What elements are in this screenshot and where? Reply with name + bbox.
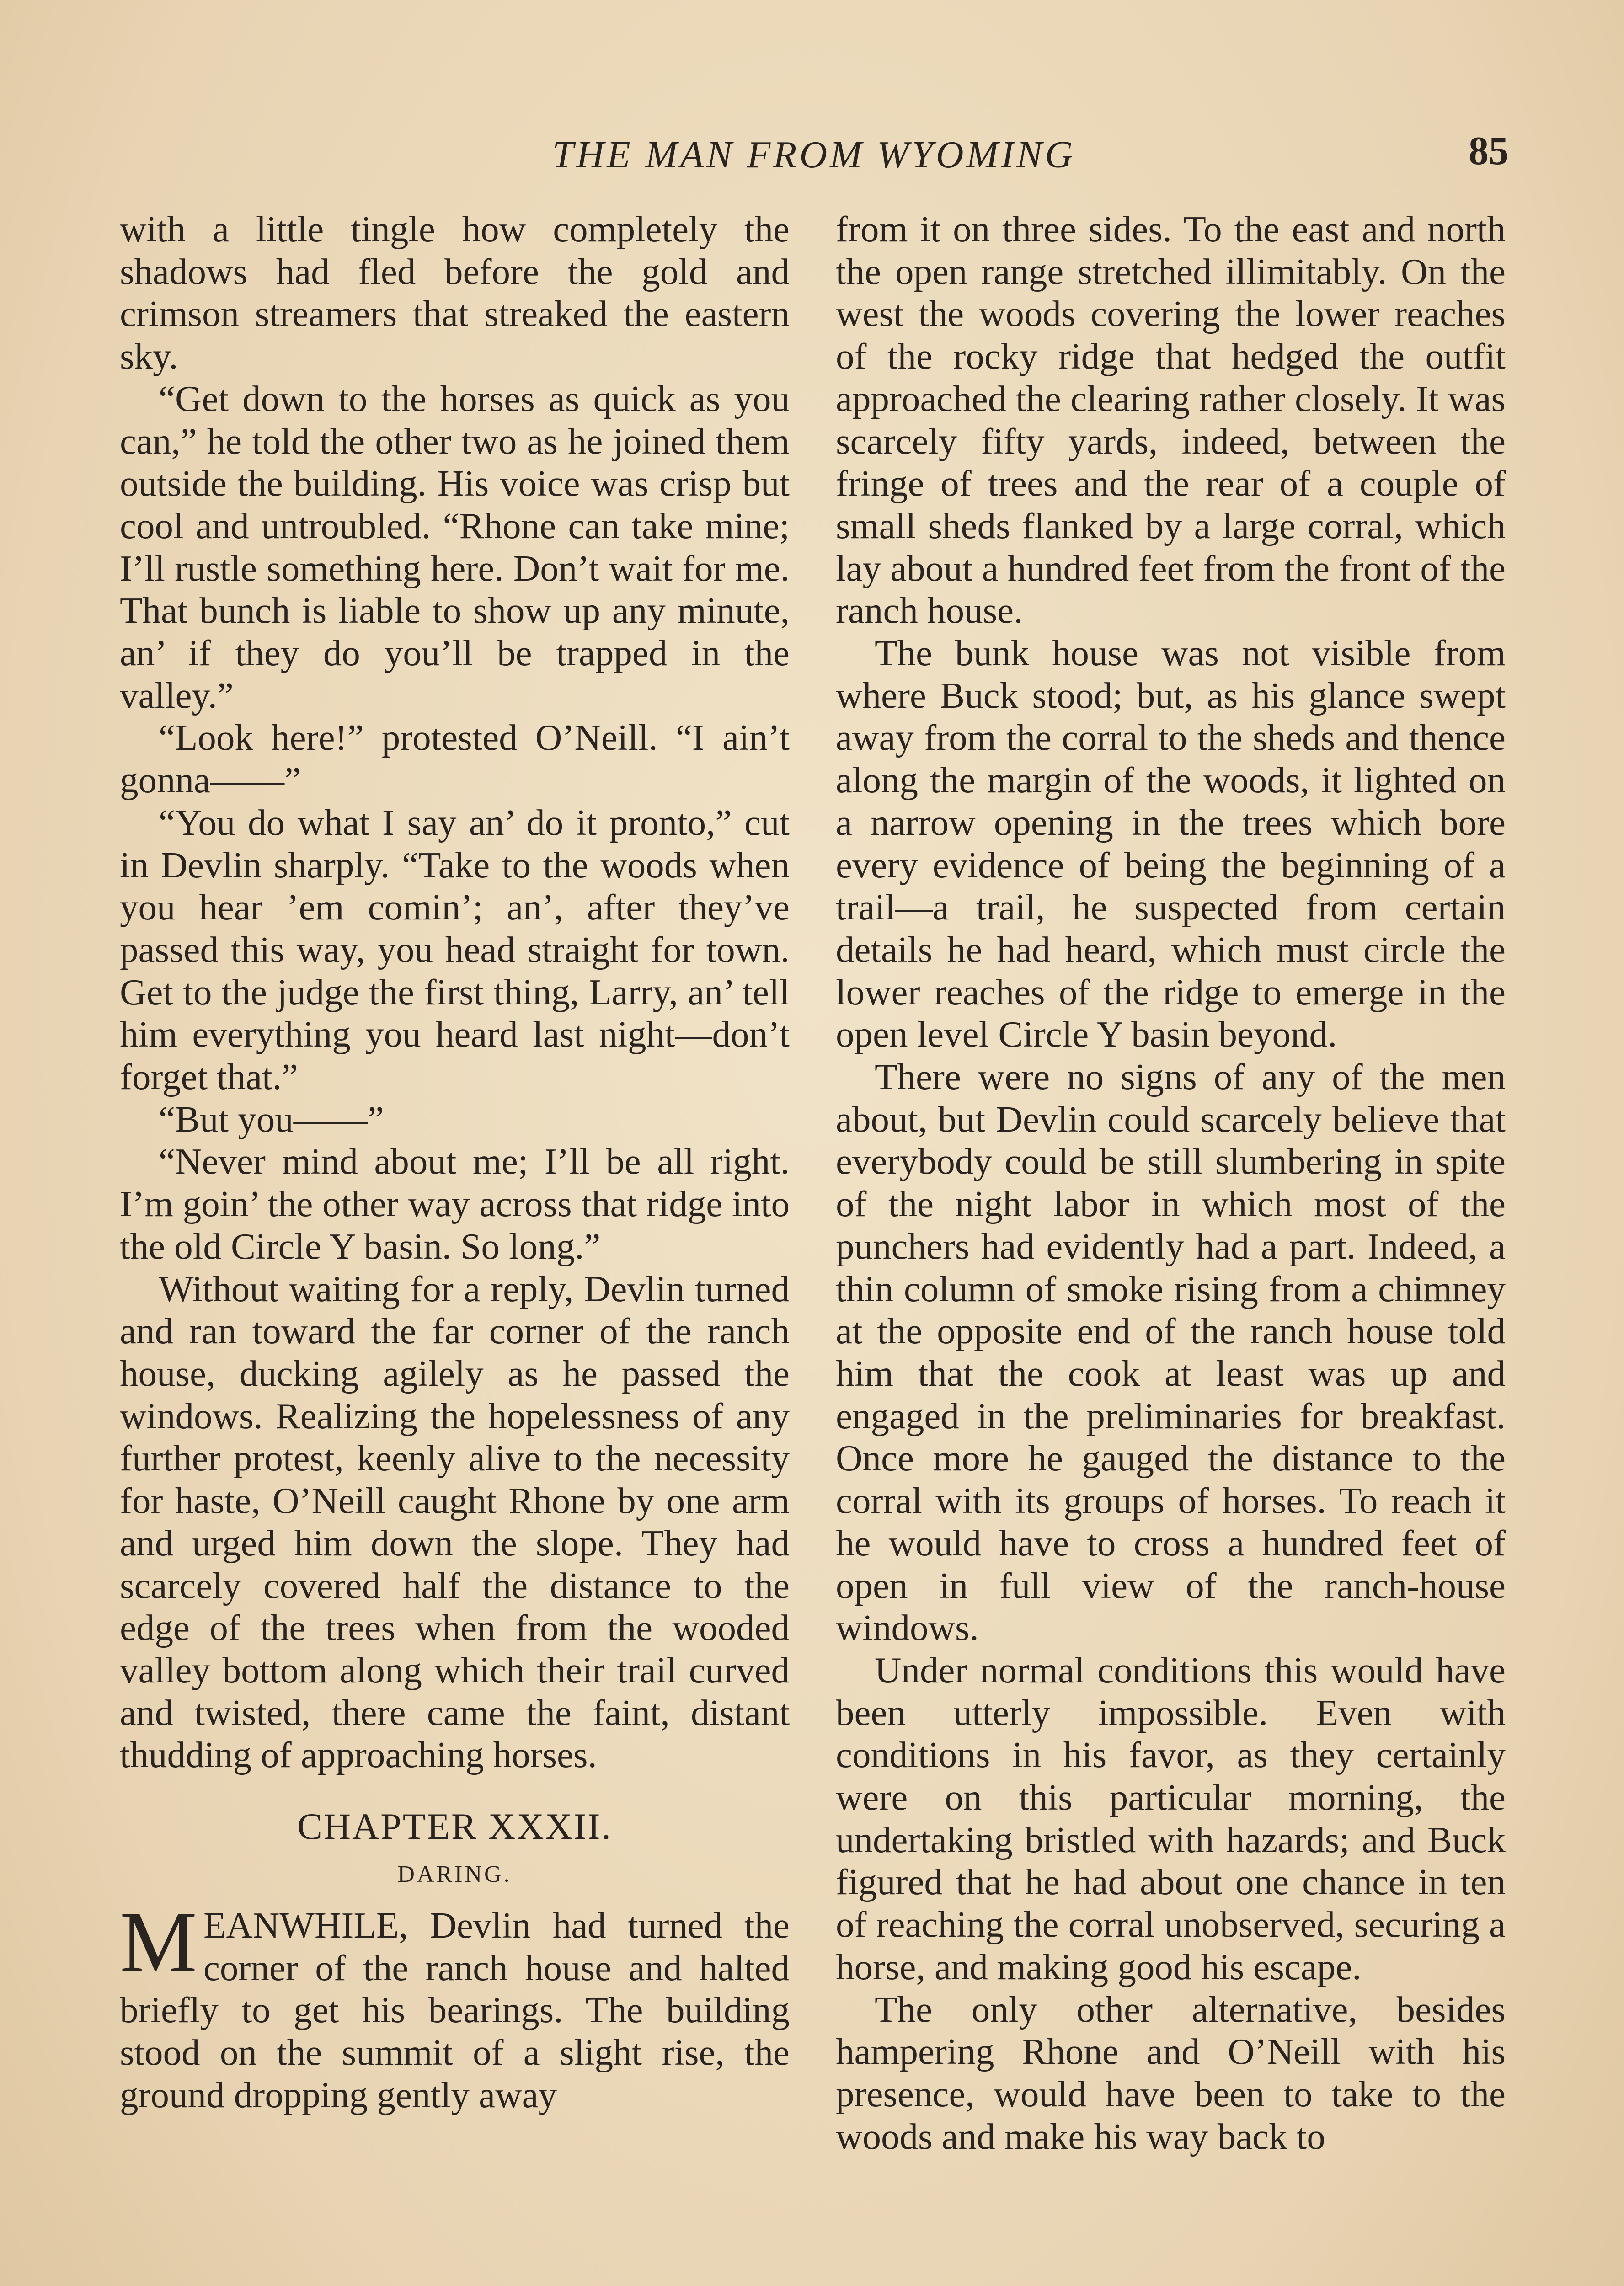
paragraph: with a little tingle how completely the shadows had fled before the gold and crimson streamers that streaked the eastern sky.	[120, 208, 790, 377]
paragraph: “Look here!” protested O’Neill. “I ain’t gonna——”	[120, 717, 790, 801]
chapter-heading: CHAPTER XXXII.	[297, 1805, 612, 1848]
page-number: 85	[1469, 129, 1509, 173]
paragraph: The only other alternative, besides hampering Rhone and O’Neill with his presence, would have been to take to the woods and make his way back to	[836, 1988, 1506, 2157]
paragraph: “Never mind about me; I’ll be all right. I’m goin’ the other way across that ridge into the old Circle Y basin. So long.”	[120, 1141, 790, 1267]
left-column	[120, 208, 790, 2116]
chapter-first-paragraph-text: EANWHILE, Devlin had turned the corner of the ranch house and halted briefly to get his bearings. The building stood on the summit of a slight rise, the ground dropping gently away	[120, 1905, 790, 2115]
paragraph: “But you——”	[159, 1098, 384, 1140]
running-title: THE MAN FROM WYOMING	[552, 134, 1076, 176]
paragraph: “You do what I say an’ do it pronto,” cut in Devlin sharply. “Take to the woods when you hear ’em comin’; an’, after they’ve passed this way, you head straight for town. Get to the judge the first thing, Larry, an’ tell him everything you heard last night—don’t forget that.”	[120, 801, 790, 1098]
chapter-subtitle: DARING.	[397, 1861, 512, 1888]
page-header	[119, 128, 1509, 187]
drop-cap: M	[120, 1894, 197, 1991]
chapter-first-paragraph	[120, 1894, 790, 2116]
paragraph: The bunk house was not visible from where Buck stood; but, as his glance swept away from the corral to the sheds and thence along the margin of the woods, it lighted on a narrow opening in the trees which bore every evidence of being the beginning of a trail—a trail, he suspected from certain details he had heard, which must circle the lower reaches of the ridge to emerge in the open level Circle Y basin beyond.	[836, 632, 1506, 1055]
paragraph: from it on three sides. To the east and north the open range stretched illimitably. On the west the woods covering the lower reaches of the rocky ridge that hedged the outfit approached the clearing rather closely. It was scarcely fifty yards, indeed, between the fringe of trees and the rear of a couple of small sheds flanked by a large corral, which lay about a hundred feet from the front of the ranch house.	[836, 208, 1506, 631]
right-column	[836, 208, 1506, 2158]
paragraph: Under normal conditions this would have been utterly impossible. Even with conditions in his favor, as they certainly were on this particular morning, the undertaking bristled with hazards; and Buck figured that he had about one chance in ten of reaching the corral unobserved, securing a horse, and making good his escape.	[836, 1649, 1506, 1987]
paragraph: Without waiting for a reply, Devlin turned and ran toward the far corner of the ranch house, ducking agilely as he passed the windows. Realizing the hopelessness of any further protest, keenly alive to the necessity for haste, O’Neill caught Rhone by one arm and urged him down the slope. They had scarcely covered half the distance to the edge of the trees when from the wooded valley bottom along which their trail curved and twisted, there came the faint, distant thudding of approaching horses.	[120, 1268, 790, 1776]
paragraph: “Get down to the horses as quick as you can,” he told the other two as he joined them outside the building. His voice was crisp but cool and untroubled. “Rhone can take mine; I’ll rustle something here. Don’t wait for me. That bunch is liable to show up any minute, an’ if they do you’ll be trapped in the valley.”	[120, 378, 790, 716]
paragraph: There were no signs of any of the men about, but Devlin could scarcely believe that everybody could be still slumbering in spite of the night labor in which most of the punchers had evidently had a part. Indeed, a thin column of smoke rising from a chimney at the opposite end of the ranch house told him that the cook at least was up and engaged in the preliminaries for breakfast. Once more he gauged the distance to the corral with its groups of horses. To reach it he would have to cross a hundred feet of open in full view of the ranch-house windows.	[836, 1056, 1506, 1649]
